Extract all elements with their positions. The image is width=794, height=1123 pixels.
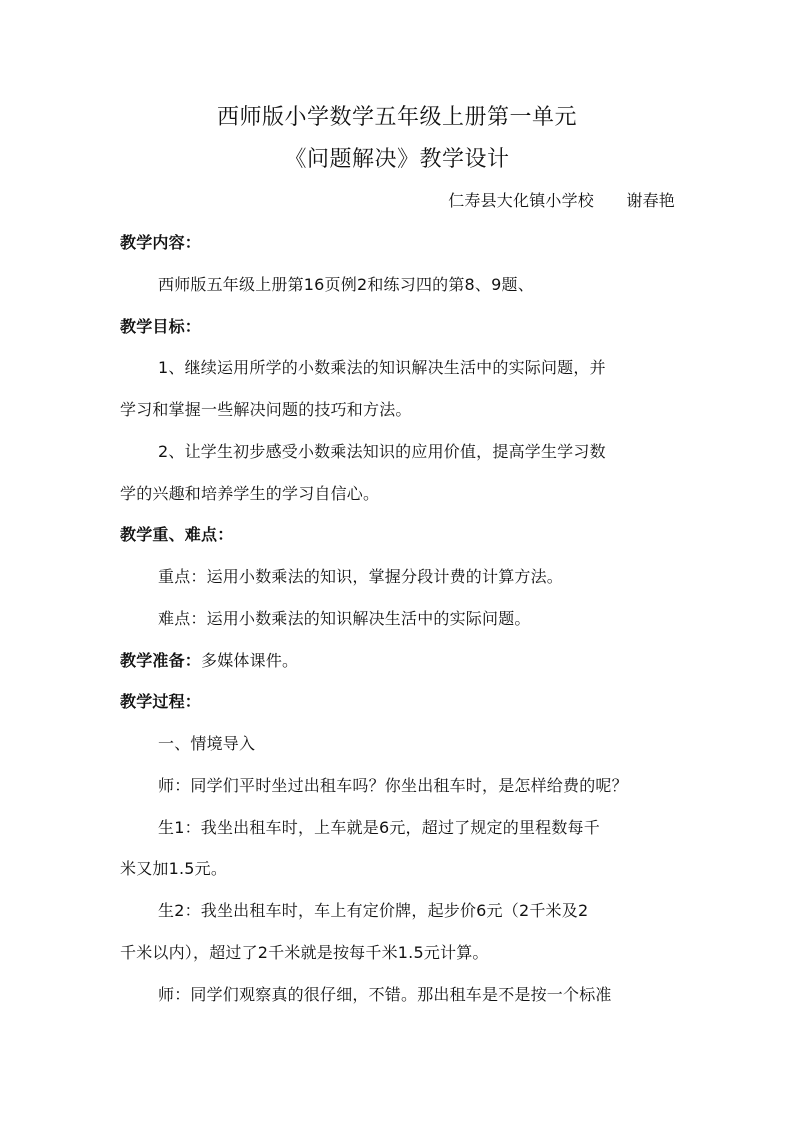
step-1-heading: 一、情境导入: [158, 734, 256, 753]
author-line: 仁寿县大化镇小学校 谢春艳: [448, 191, 675, 210]
goal-1-line-2: 学习和掌握一些解决问题的技巧和方法。: [120, 400, 412, 419]
key-point-text: 重点：运用小数乘法的知识，掌握分段计费的计算方法。: [158, 567, 564, 586]
difficult-point-text: 难点：运用小数乘法的知识解决生活中的实际问题。: [158, 609, 531, 628]
section-heading-prep: 教学准备：: [120, 651, 202, 670]
content-text: 西师版五年级上册第16页例2和练习四的第8、9题、: [158, 275, 534, 294]
prep-line: [120, 650, 298, 672]
section-heading-process: 教学过程：: [120, 692, 202, 711]
document-title-line-2: 《问题解决》教学设计: [284, 147, 510, 172]
student-2-line-1: 生2：我坐出租车时，车上有定价牌，起步价6元（2千米及2: [158, 901, 589, 920]
teacher-line-1: 师：同学们平时坐过出租车吗？你坐出租车时，是怎样给费的呢？: [158, 776, 628, 795]
section-heading-content: 教学内容：: [120, 233, 202, 252]
section-heading-goals: 教学目标：: [120, 317, 202, 336]
goal-2-line-2: 学的兴趣和培养学生的学习自信心。: [120, 484, 380, 503]
student-2-line-2: 千米以内），超过了2千米就是按每千米1.5元计算。: [120, 943, 489, 962]
teacher-line-2: 师：同学们观察真的很仔细，不错。那出租车是不是按一个标准: [158, 985, 612, 1004]
document-title-line-1: 西师版小学数学五年级上册第一单元: [216, 105, 577, 130]
goal-1-line-1: 1、继续运用所学的小数乘法的知识解决生活中的实际问题，并: [158, 358, 606, 377]
section-heading-keypoints: 教学重、难点：: [120, 525, 234, 544]
student-1-line-2: 米又加1.5元。: [120, 859, 228, 878]
goal-2-line-1: 2、让学生初步感受小数乘法知识的应用价值，提高学生学习数: [158, 442, 606, 461]
student-1-line-1: 生1：我坐出租车时，上车就是6元，超过了规定的里程数每千: [158, 818, 600, 837]
prep-text: 多媒体课件。: [201, 651, 299, 670]
